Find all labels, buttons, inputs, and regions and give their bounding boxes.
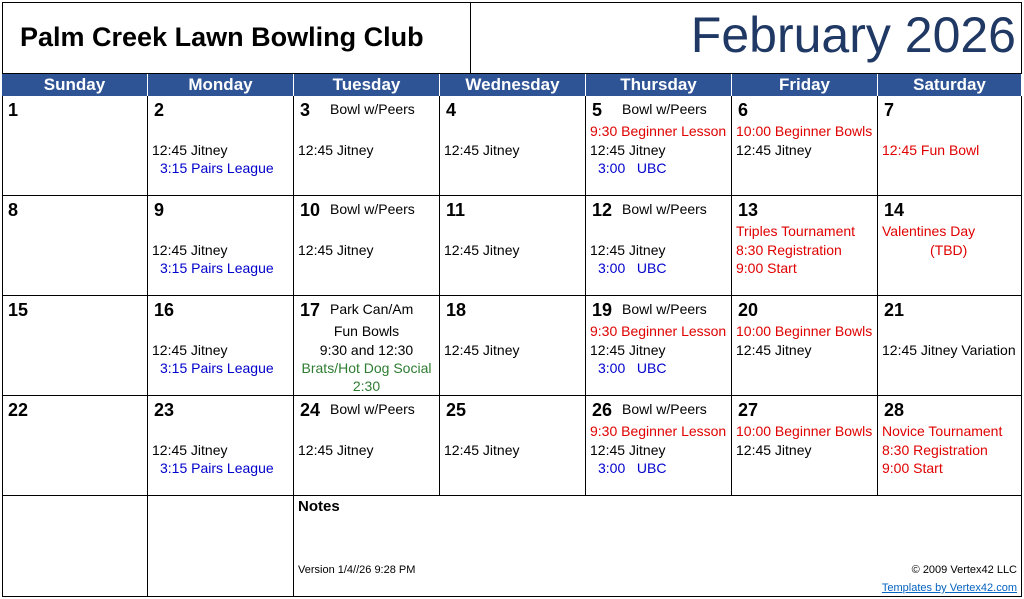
day-cell (294, 96, 440, 196)
event-league: 3:00 UBC (598, 260, 667, 276)
day-number: 19 (592, 300, 613, 320)
event-league: 3:15 Pairs League (160, 460, 274, 476)
day-cell (878, 296, 1022, 396)
event-league: 3:00 UBC (598, 160, 667, 176)
event-special: Novice Tournament (882, 423, 1003, 439)
event-social: Brats/Hot Dog Social (301, 360, 432, 376)
day-number: 25 (446, 400, 467, 420)
event-jitney: 12:45 Jitney (152, 242, 228, 258)
day-header-friday: Friday (732, 74, 878, 96)
event-jitney: 12:45 Jitney (152, 142, 228, 158)
event-league: 3:15 Pairs League (160, 160, 274, 176)
day-number: 27 (738, 400, 759, 420)
event-special: 9:00 Start (736, 260, 797, 276)
event-special: 8:30 Registration (736, 242, 842, 258)
event-tag: Bowl w/Peers (622, 201, 707, 217)
event-tag: Bowl w/Peers (330, 201, 415, 217)
day-cell (2, 396, 148, 496)
day-cell (2, 96, 148, 196)
event-special: Valentines Day (882, 223, 976, 239)
day-number: 15 (8, 300, 29, 320)
day-number: 21 (884, 300, 905, 320)
day-number: 10 (300, 200, 321, 220)
event-tag: Bowl w/Peers (622, 301, 707, 317)
day-cell (2, 196, 148, 296)
club-title-text: Palm Creek Lawn Bowling Club (20, 22, 424, 52)
day-number: 6 (738, 100, 749, 120)
event-special: 8:30 Registration (882, 442, 988, 458)
event-special: 9:30 Beginner Lesson (590, 123, 727, 139)
event-special: Triples Tournament (736, 223, 856, 239)
day-cell (440, 96, 586, 196)
vertex42-link[interactable]: Templates by Vertex42.com (881, 582, 1017, 594)
day-number: 3 (300, 100, 311, 120)
club-title (2, 2, 471, 74)
day-header-saturday: Saturday (878, 74, 1022, 96)
event-jitney: 12:45 Jitney (298, 142, 374, 158)
day-cell (2, 296, 148, 396)
day-number: 26 (592, 400, 613, 420)
day-number: 8 (8, 200, 19, 220)
empty-cell (2, 496, 148, 597)
day-number: 7 (884, 100, 895, 120)
event-jitney: 12:45 Jitney (736, 342, 812, 358)
event-jitney: 12:45 Jitney (590, 342, 666, 358)
day-cell (440, 196, 586, 296)
event-special: 10:00 Beginner Bowls (736, 423, 873, 439)
event-jitney: 12:45 Jitney (590, 242, 666, 258)
event-jitney: 12:45 Jitney (736, 442, 812, 458)
day-number: 12 (592, 200, 613, 220)
event-tag: Bowl w/Peers (622, 401, 707, 417)
day-number: 11 (446, 200, 466, 220)
day-cell (586, 196, 732, 296)
event-jitney: 12:45 Jitney (444, 442, 520, 458)
day-cell (586, 296, 732, 396)
day-number: 1 (8, 100, 19, 120)
day-header-sunday: Sunday (2, 74, 148, 96)
event-jitney: 12:45 Jitney Variation (882, 342, 1016, 358)
day-header-wednesday: Wednesday (440, 74, 586, 96)
event-jitney: 12:45 Jitney (590, 142, 666, 158)
event-social: 2:30 (352, 378, 381, 394)
event-special: 9:30 Beginner Lesson (590, 323, 727, 339)
event-special: 9:00 Start (882, 460, 943, 476)
event-tag: Bowl w/Peers (622, 101, 707, 117)
day-number: 13 (738, 200, 759, 220)
event-tag: Bowl w/Peers (330, 101, 415, 117)
month-title: February 2026 (471, 2, 1022, 74)
event-jitney: 12:45 Jitney (152, 442, 228, 458)
event-league: 3:00 UBC (598, 460, 667, 476)
day-number: 5 (592, 100, 603, 120)
empty-cell (148, 496, 294, 597)
event-league: 3:15 Pairs League (160, 260, 274, 276)
day-cell (732, 296, 878, 396)
notes-title: Notes (298, 498, 340, 515)
event-special: 10:00 Beginner Bowls (736, 123, 873, 139)
event-special: 9:30 Beginner Lesson (590, 423, 727, 439)
event-jitney: 12:45 Jitney (590, 442, 666, 458)
day-cell (440, 296, 586, 396)
day-number: 14 (884, 200, 905, 220)
day-cell (148, 296, 294, 396)
event-special: 12:45 Fun Bowl (882, 142, 980, 158)
event-jitney: 12:45 Jitney (152, 342, 228, 358)
day-header-thursday: Thursday (586, 74, 732, 96)
day-cell (878, 396, 1022, 496)
day-cell (878, 196, 1022, 296)
day-cell (586, 396, 732, 496)
event-league: 3:15 Pairs League (160, 360, 274, 376)
day-number: 23 (154, 400, 175, 420)
day-cell (440, 396, 586, 496)
event-tag: Park Can/Am (330, 301, 414, 317)
event-jitney: 12:45 Jitney (444, 142, 520, 158)
copyright-text: © 2009 Vertex42 LLC (911, 564, 1017, 576)
day-number: 2 (154, 100, 165, 120)
day-number: 28 (884, 400, 905, 420)
day-number: 18 (446, 300, 467, 320)
day-cell (148, 396, 294, 496)
event-jitney: 12:45 Jitney (298, 242, 374, 258)
notes-cell (294, 496, 1022, 597)
day-number: 4 (446, 100, 457, 120)
day-header-monday: Monday (148, 74, 294, 96)
day-header-tuesday: Tuesday (294, 74, 440, 96)
event-special: (TBD) (930, 242, 968, 258)
day-cell (732, 96, 878, 196)
day-number: 24 (300, 400, 321, 420)
day-cell (586, 96, 732, 196)
event-jitney: 12:45 Jitney (736, 142, 812, 158)
day-cell (878, 96, 1022, 196)
event-league: 3:00 UBC (598, 360, 667, 376)
day-number: 17 (300, 300, 321, 320)
event-jitney: 12:45 Jitney (444, 342, 520, 358)
day-cell (294, 396, 440, 496)
event-detail: Fun Bowls (333, 323, 400, 339)
day-cell (294, 296, 440, 396)
day-cell (732, 396, 878, 496)
day-number: 16 (154, 300, 175, 320)
version-text: Version 1/4//26 9:28 PM (298, 564, 416, 576)
event-tag: Bowl w/Peers (330, 401, 415, 417)
event-special: 10:00 Beginner Bowls (736, 323, 873, 339)
day-number: 20 (738, 300, 759, 320)
day-cell (294, 196, 440, 296)
event-detail: 9:30 and 12:30 (319, 342, 414, 358)
day-number: 22 (8, 400, 29, 420)
day-cell (148, 96, 294, 196)
event-jitney: 12:45 Jitney (444, 242, 520, 258)
day-cell (732, 196, 878, 296)
event-jitney: 12:45 Jitney (298, 442, 374, 458)
day-cell (148, 196, 294, 296)
day-number: 9 (154, 200, 165, 220)
